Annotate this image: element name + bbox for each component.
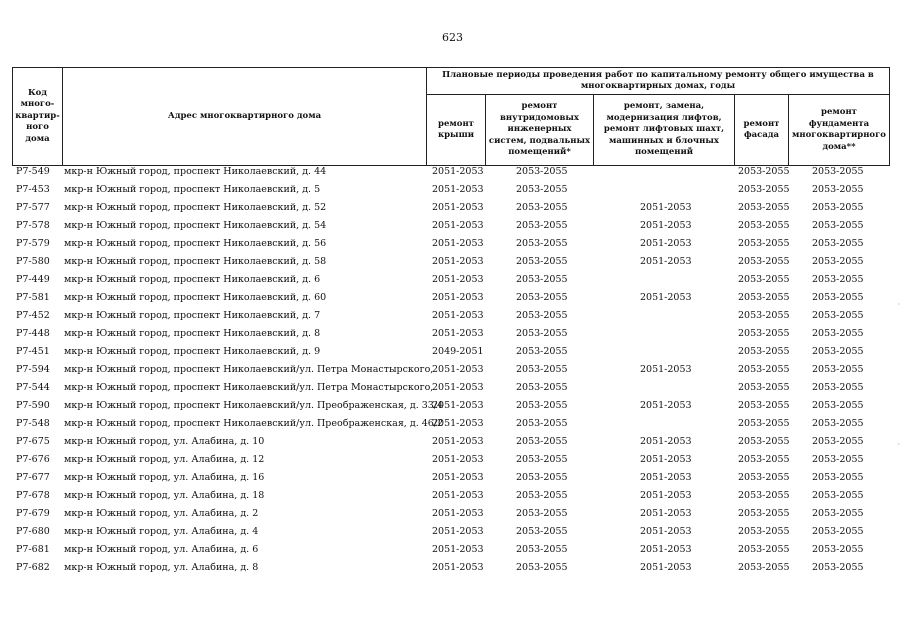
cell-address: мкр-н Южный город, проспект Николаевский, д. 54	[64, 220, 327, 231]
cell-address: мкр-н Южный город, проспект Николаевский, д. 6	[64, 274, 321, 285]
cell-systems: 2053-2055	[516, 526, 568, 537]
cell-lifts: 2051-2053	[640, 472, 692, 483]
cell-code: P7-548	[16, 418, 50, 429]
cell-address: мкр-н Южный город, ул. Алабина, д. 16	[64, 472, 265, 483]
cell-address: мкр-н Южный город, проспект Николаевский, д. 7	[64, 310, 321, 321]
cell-lifts: 2051-2053	[640, 436, 692, 447]
cell-roof: 2051-2053	[432, 328, 484, 339]
cell-systems: 2053-2055	[516, 220, 568, 231]
cell-lifts: 2051-2053	[640, 292, 692, 303]
cell-systems: 2053-2055	[516, 202, 568, 213]
cell-code: P7-451	[16, 346, 50, 357]
cell-systems: 2053-2055	[516, 382, 568, 393]
cell-address: мкр-н Южный город, проспект Николаевский, д. 8	[64, 328, 321, 339]
cell-facade: 2053-2055	[738, 256, 790, 267]
cell-roof: 2051-2053	[432, 544, 484, 555]
cell-lifts: 2051-2053	[640, 454, 692, 465]
cell-facade: 2053-2055	[738, 346, 790, 357]
cell-foundation: 2053-2055	[812, 508, 864, 519]
cell-code: P7-449	[16, 274, 50, 285]
table-row	[0, 397, 905, 415]
cell-facade: 2053-2055	[738, 418, 790, 429]
cell-foundation: 2053-2055	[812, 400, 864, 411]
cell-systems: 2053-2055	[516, 346, 568, 357]
cell-facade: 2053-2055	[738, 382, 790, 393]
cell-code: P7-682	[16, 562, 50, 573]
cell-foundation: 2053-2055	[812, 274, 864, 285]
cell-roof: 2051-2053	[432, 238, 484, 249]
table-row	[0, 469, 905, 487]
cell-code: P7-594	[16, 364, 50, 375]
cell-code: P7-590	[16, 400, 50, 411]
cell-foundation: 2053-2055	[812, 220, 864, 231]
cell-foundation: 2053-2055	[812, 202, 864, 213]
table-row	[0, 451, 905, 469]
cell-facade: 2053-2055	[738, 274, 790, 285]
cell-roof: 2051-2053	[432, 202, 484, 213]
cell-facade: 2053-2055	[738, 220, 790, 231]
cell-address: мкр-н Южный город, ул. Алабина, д. 10	[64, 436, 265, 447]
cell-facade: 2053-2055	[738, 400, 790, 411]
header-lifts: ремонт, замена, модернизация лифтов, ремонт лифтовых шахт, машинных и блочных помещений	[603, 101, 725, 158]
cell-foundation: 2053-2055	[812, 544, 864, 555]
table-header	[12, 67, 890, 166]
table-row	[0, 271, 905, 289]
cell-foundation: 2053-2055	[812, 526, 864, 537]
table-row	[0, 415, 905, 433]
cell-lifts: 2051-2053	[640, 562, 692, 573]
cell-code: P7-678	[16, 490, 50, 501]
cell-code: P7-578	[16, 220, 50, 231]
cell-facade: 2053-2055	[738, 364, 790, 375]
cell-foundation: 2053-2055	[812, 490, 864, 501]
cell-code: P7-579	[16, 238, 50, 249]
cell-systems: 2053-2055	[516, 562, 568, 573]
header-work-periods: Плановые периоды проведения работ по капитальному ремонту общего имущества в многоквартирных домах, годы	[442, 69, 874, 91]
cell-address: мкр-н Южный город, проспект Николаевский, д. 44	[64, 166, 327, 177]
cell-systems: 2053-2055	[516, 490, 568, 501]
table-row	[0, 433, 905, 451]
cell-roof: 2051-2053	[432, 562, 484, 573]
cell-roof: 2049-2051	[432, 346, 484, 357]
cell-address: мкр-н Южный город, проспект Николаевский, д. 5	[64, 184, 321, 195]
cell-facade: 2053-2055	[738, 472, 790, 483]
cell-foundation: 2053-2055	[812, 184, 864, 195]
cell-code: P7-452	[16, 310, 50, 321]
cell-address: мкр-н Южный город, проспект Николаевский/ул. Преображенская, д. 33/4	[64, 400, 444, 411]
table-row	[0, 505, 905, 523]
cell-address: мкр-н Южный город, ул. Алабина, д. 4	[64, 526, 259, 537]
cell-address: мкр-н Южный город, проспект Николаевский, д. 9	[64, 346, 321, 357]
cell-facade: 2053-2055	[738, 490, 790, 501]
cell-code: P7-580	[16, 256, 50, 267]
cell-lifts: 2051-2053	[640, 256, 692, 267]
cell-code: P7-680	[16, 526, 50, 537]
header-address: Адрес многоквартирного дома	[167, 110, 322, 121]
cell-systems: 2053-2055	[516, 544, 568, 555]
cell-code: P7-675	[16, 436, 50, 447]
cell-systems: 2053-2055	[516, 328, 568, 339]
table-row	[0, 361, 905, 379]
cell-systems: 2053-2055	[516, 238, 568, 249]
cell-address: мкр-н Южный город, ул. Алабина, д. 2	[64, 508, 259, 519]
cell-code: P7-681	[16, 544, 50, 555]
cell-foundation: 2053-2055	[812, 562, 864, 573]
header-code: Код много- квартир- ного дома	[15, 87, 60, 144]
cell-lifts: 2051-2053	[640, 364, 692, 375]
cell-facade: 2053-2055	[738, 166, 790, 177]
cell-foundation: 2053-2055	[812, 364, 864, 375]
cell-code: P7-549	[16, 166, 50, 177]
cell-roof: 2051-2053	[432, 166, 484, 177]
table-row	[0, 163, 905, 181]
header-facade: ремонт фасада	[743, 118, 780, 140]
cell-facade: 2053-2055	[738, 184, 790, 195]
cell-roof: 2051-2053	[432, 400, 484, 411]
cell-address: мкр-н Южный город, проспект Николаевский/ул. Петра Монастырского,	[64, 382, 434, 393]
cell-roof: 2051-2053	[432, 274, 484, 285]
cell-code: P7-448	[16, 328, 50, 339]
cell-roof: 2051-2053	[432, 292, 484, 303]
cell-lifts: 2051-2053	[640, 544, 692, 555]
cell-facade: 2053-2055	[738, 454, 790, 465]
table-row	[0, 235, 905, 253]
table-row	[0, 307, 905, 325]
table-row	[0, 523, 905, 541]
cell-facade: 2053-2055	[738, 292, 790, 303]
cell-systems: 2053-2055	[516, 436, 568, 447]
cell-code: P7-677	[16, 472, 50, 483]
cell-roof: 2051-2053	[432, 256, 484, 267]
cell-systems: 2053-2055	[516, 364, 568, 375]
table-row	[0, 253, 905, 271]
cell-systems: 2053-2055	[516, 508, 568, 519]
cell-code: P7-676	[16, 454, 50, 465]
cell-systems: 2053-2055	[516, 418, 568, 429]
cell-code: P7-577	[16, 202, 50, 213]
cell-address: мкр-н Южный город, ул. Алабина, д. 6	[64, 544, 259, 555]
cell-lifts: 2051-2053	[640, 508, 692, 519]
cell-foundation: 2053-2055	[812, 346, 864, 357]
cell-foundation: 2053-2055	[812, 166, 864, 177]
cell-roof: 2051-2053	[432, 418, 484, 429]
cell-foundation: 2053-2055	[812, 418, 864, 429]
cell-lifts: 2051-2053	[640, 202, 692, 213]
cell-foundation: 2053-2055	[812, 382, 864, 393]
cell-foundation: 2053-2055	[812, 256, 864, 267]
cell-foundation: 2053-2055	[812, 472, 864, 483]
header-foundation: ремонт фундамента многоквартирного дома**	[792, 107, 886, 152]
table-row	[0, 289, 905, 307]
table-row	[0, 181, 905, 199]
table-row	[0, 325, 905, 343]
cell-roof: 2051-2053	[432, 454, 484, 465]
cell-facade: 2053-2055	[738, 544, 790, 555]
cell-code: P7-679	[16, 508, 50, 519]
cell-roof: 2051-2053	[432, 220, 484, 231]
cell-address: мкр-н Южный город, проспект Николаевский, д. 52	[64, 202, 327, 213]
cell-foundation: 2053-2055	[812, 292, 864, 303]
cell-foundation: 2053-2055	[812, 238, 864, 249]
cell-address: мкр-н Южный город, проспект Николаевский, д. 58	[64, 256, 327, 267]
header-systems: ремонт внутридомовых инженерных систем, подвальных помещений*	[488, 101, 591, 158]
cell-lifts: 2051-2053	[640, 238, 692, 249]
cell-systems: 2053-2055	[516, 310, 568, 321]
cell-roof: 2051-2053	[432, 382, 484, 393]
cell-facade: 2053-2055	[738, 436, 790, 447]
cell-lifts: 2051-2053	[640, 220, 692, 231]
cell-code: P7-581	[16, 292, 50, 303]
cell-systems: 2053-2055	[516, 184, 568, 195]
table-row	[0, 379, 905, 397]
cell-lifts: 2051-2053	[640, 400, 692, 411]
cell-address: мкр-н Южный город, проспект Николаевский, д. 56	[64, 238, 327, 249]
cell-address: мкр-н Южный город, проспект Николаевский, д. 60	[64, 292, 327, 303]
cell-code: P7-453	[16, 184, 50, 195]
cell-code: P7-544	[16, 382, 50, 393]
cell-systems: 2053-2055	[516, 472, 568, 483]
cell-facade: 2053-2055	[738, 310, 790, 321]
cell-systems: 2053-2055	[516, 166, 568, 177]
cell-facade: 2053-2055	[738, 328, 790, 339]
page-number: 623	[442, 31, 463, 44]
table-row	[0, 217, 905, 235]
cell-roof: 2051-2053	[432, 184, 484, 195]
cell-facade: 2053-2055	[738, 526, 790, 537]
cell-systems: 2053-2055	[516, 454, 568, 465]
cell-roof: 2051-2053	[432, 436, 484, 447]
header-roof: ремонт крыши	[437, 118, 475, 140]
cell-systems: 2053-2055	[516, 256, 568, 267]
table-row	[0, 343, 905, 361]
cell-address: мкр-н Южный город, проспект Николаевский/ул. Петра Монастырского,	[64, 364, 434, 375]
cell-roof: 2051-2053	[432, 508, 484, 519]
cell-facade: 2053-2055	[738, 562, 790, 573]
cell-foundation: 2053-2055	[812, 310, 864, 321]
cell-foundation: 2053-2055	[812, 328, 864, 339]
cell-facade: 2053-2055	[738, 508, 790, 519]
table-row	[0, 541, 905, 559]
table-row	[0, 199, 905, 217]
cell-roof: 2051-2053	[432, 310, 484, 321]
cell-roof: 2051-2053	[432, 472, 484, 483]
cell-foundation: 2053-2055	[812, 454, 864, 465]
cell-systems: 2053-2055	[516, 274, 568, 285]
cell-address: мкр-н Южный город, ул. Алабина, д. 8	[64, 562, 259, 573]
cell-lifts: 2051-2053	[640, 526, 692, 537]
cell-roof: 2051-2053	[432, 364, 484, 375]
cell-lifts: 2051-2053	[640, 490, 692, 501]
cell-address: мкр-н Южный город, ул. Алабина, д. 18	[64, 490, 265, 501]
cell-roof: 2051-2053	[432, 490, 484, 501]
cell-facade: 2053-2055	[738, 202, 790, 213]
cell-facade: 2053-2055	[738, 238, 790, 249]
cell-address: мкр-н Южный город, ул. Алабина, д. 12	[64, 454, 265, 465]
cell-address: мкр-н Южный город, проспект Николаевский/ул. Преображенская, д. 46/2	[64, 418, 444, 429]
cell-systems: 2053-2055	[516, 400, 568, 411]
table-row	[0, 559, 905, 577]
cell-foundation: 2053-2055	[812, 436, 864, 447]
cell-systems: 2053-2055	[516, 292, 568, 303]
table-row	[0, 487, 905, 505]
cell-roof: 2051-2053	[432, 526, 484, 537]
